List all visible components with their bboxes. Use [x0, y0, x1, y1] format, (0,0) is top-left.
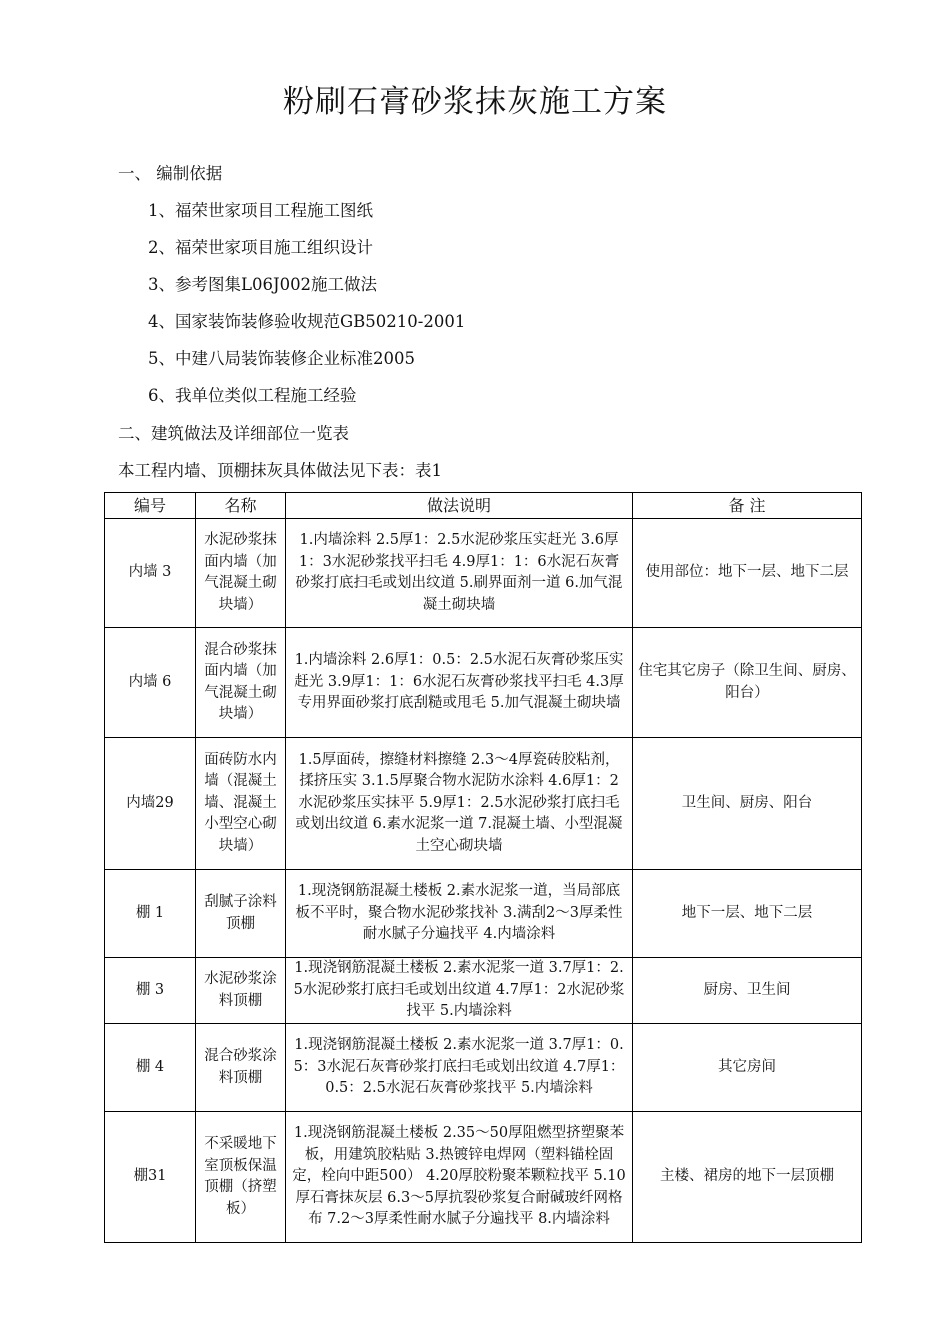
table-row [105, 628, 862, 738]
construction-methods-table [104, 492, 862, 1243]
table-header-row [105, 493, 862, 519]
row-method: 1.现浇钢筋混凝土楼板 2.素水泥浆一道，当局部底板不平时，聚合物水泥砂浆找补 3.满刮2～3厚柔性耐水腻子分遍找平 4.内墙涂料 [286, 870, 633, 958]
row-method: 1.5厚面砖，擦缝材料擦缝 2.3～4厚瓷砖胶粘剂，揉挤压实 3.1.5厚聚合物水泥防水涂料 4.6厚1：2水泥砂浆压实抹平 5.9厚1：2.5水泥砂浆打底扫毛或划出纹道 6.素水泥浆一道 7.混凝土墙、小型混凝土空心砌块墙 [286, 738, 633, 870]
table-row [105, 519, 862, 628]
section-heading-details: 二、建筑做法及详细部位一览表 [118, 424, 349, 443]
row-method: 1.现浇钢筋混凝土楼板 2.素水泥浆一道 3.7厚1：0.5：3水泥石灰膏砂浆打底扫毛或划出纹道 4.7厚1：0.5：2.5水泥石灰膏砂浆找平 5.内墙涂料 [286, 1024, 633, 1112]
row-note: 住宅其它房子（除卫生间、厨房、阳台） [633, 628, 862, 738]
row-method: 1.内墙涂料 2.5厚1：2.5水泥砂浆压实赶光 3.6厚1：3水泥砂浆找平扫毛 4.9厚1：1：6水泥石灰膏砂浆打底扫毛或划出纹道 5.刷界面剂一道 6.加气混凝土砌块墙 [286, 519, 633, 628]
table-row [105, 958, 862, 1024]
row-code: 棚31 [105, 1112, 196, 1243]
row-name: 面砖防水内墙（混凝土墙、混凝土小型空心砌块墙） [196, 738, 286, 870]
section-heading-basis: 一、 编制依据 [118, 164, 223, 183]
table-row [105, 1112, 862, 1243]
row-code: 内墙29 [105, 738, 196, 870]
row-note: 厨房、卫生间 [633, 958, 862, 1024]
row-code: 棚 4 [105, 1024, 196, 1112]
row-code: 内墙 6 [105, 628, 196, 738]
header-method: 做法说明 [286, 493, 633, 519]
row-code: 内墙 3 [105, 519, 196, 628]
row-name: 水泥砂浆抹面内墙（加气混凝土砌块墙） [196, 519, 286, 628]
row-method: 1.现浇钢筋混凝土楼板 2.素水泥浆一道 3.7厚1：2.5水泥砂浆打底扫毛或划出纹道 4.7厚1：2水泥砂浆找平 5.内墙涂料 [286, 958, 633, 1024]
basis-item-6: 6、我单位类似工程施工经验 [148, 386, 357, 405]
row-note: 其它房间 [633, 1024, 862, 1112]
row-name: 刮腻子涂料顶棚 [196, 870, 286, 958]
document-title: 粉刷石膏砂浆抹灰施工方案 [283, 84, 667, 120]
row-name: 不采暖地下室顶板保温顶棚（挤塑板） [196, 1112, 286, 1243]
row-note: 使用部位：地下一层、地下二层 [633, 519, 862, 628]
row-name: 混合砂浆涂料顶棚 [196, 1024, 286, 1112]
row-method: 1.内墙涂料 2.6厚1：0.5：2.5水泥石灰膏砂浆压实赶光 3.9厚1：1：6水泥石灰膏砂浆找平扫毛 4.3厚专用界面砂浆打底刮糙或甩毛 5.加气混凝土砌块墙 [286, 628, 633, 738]
table-row [105, 870, 862, 958]
basis-item-2: 2、福荣世家项目施工组织设计 [148, 238, 373, 257]
row-note: 地下一层、地下二层 [633, 870, 862, 958]
row-name: 水泥砂浆涂料顶棚 [196, 958, 286, 1024]
row-code: 棚 3 [105, 958, 196, 1024]
row-name: 混合砂浆抹面内墙（加气混凝土砌块墙） [196, 628, 286, 738]
row-method: 1.现浇钢筋混凝土楼板 2.35～50厚阻燃型挤塑聚苯板，用建筑胶粘贴 3.热镀锌电焊网（塑料锚栓固定，栓向中距500） 4.20厚胶粉聚苯颗粒找平 5.10厚石膏抹灰层 6.3～5厚抗裂砂浆复合耐碱玻纤网格布 7.2～3厚柔性耐水腻子分遍找平 8.内墙涂料 [286, 1112, 633, 1243]
table-intro: 本工程内墙、顶棚抹灰具体做法见下表：表1 [118, 461, 442, 480]
basis-item-1: 1、福荣世家项目工程施工图纸 [148, 201, 373, 220]
row-note: 主楼、裙房的地下一层顶棚 [633, 1112, 862, 1243]
table-row [105, 1024, 862, 1112]
basis-item-4: 4、国家装饰装修验收规范GB50210-2001 [148, 312, 466, 331]
row-code: 棚 1 [105, 870, 196, 958]
header-code: 编号 [105, 493, 196, 519]
row-note: 卫生间、厨房、阳台 [633, 738, 862, 870]
basis-item-5: 5、中建八局装饰装修企业标准2005 [148, 349, 415, 368]
table-row [105, 738, 862, 870]
header-note: 备 注 [633, 493, 862, 519]
basis-item-3: 3、参考图集L06J002施工做法 [148, 275, 378, 294]
header-name: 名称 [196, 493, 286, 519]
